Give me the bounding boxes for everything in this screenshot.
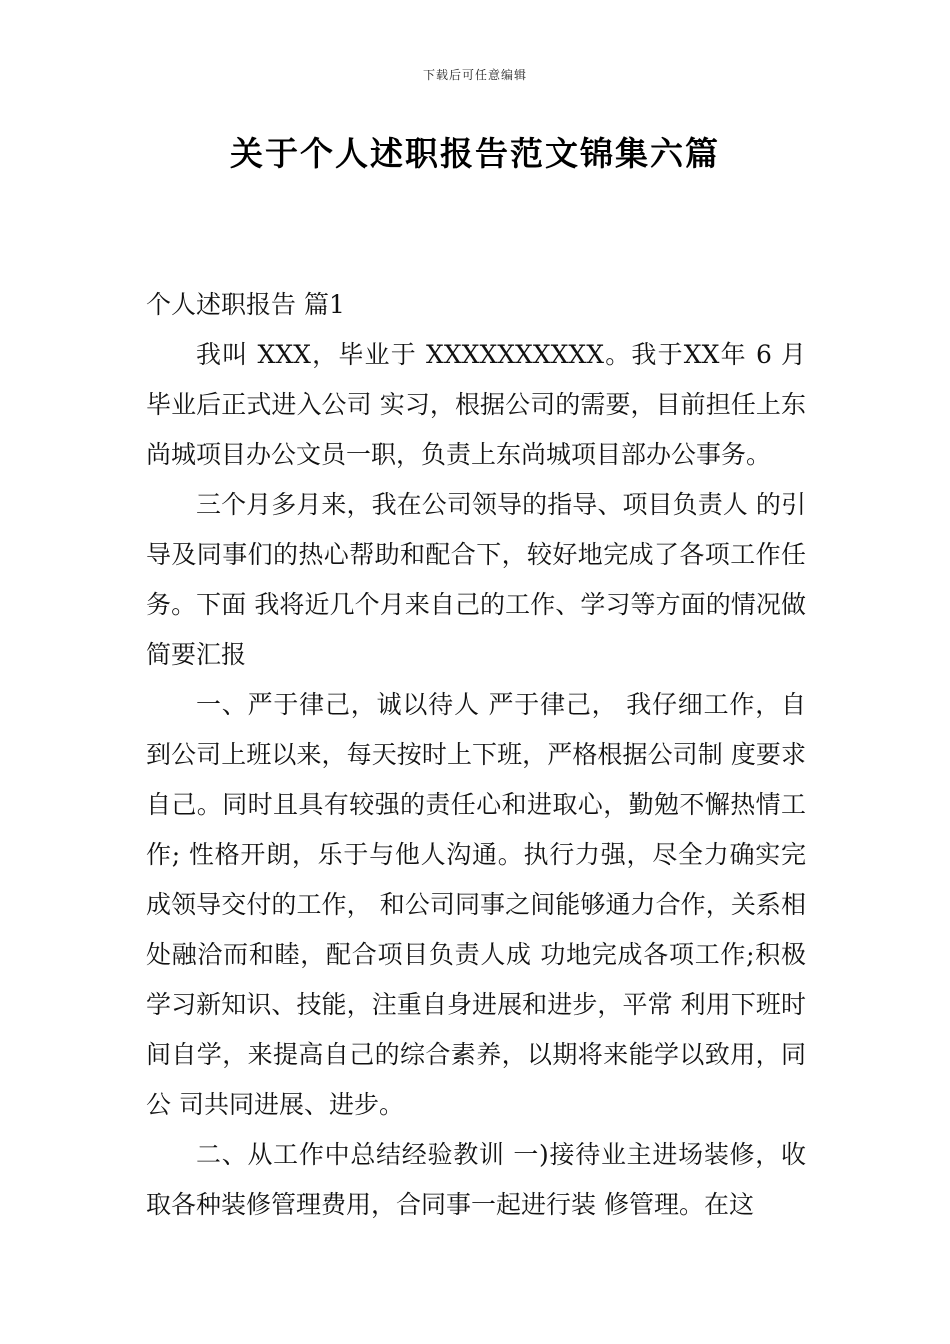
document-body [146, 280, 806, 1230]
paragraph-4: 二、从工作中总结经验教训 一)接待业主进场装修，收取各种装修管理费用，合同事一起进行装 修管理。在这 [146, 1140, 806, 1219]
page-title: 关于个人述职报告范文锦集六篇 [230, 134, 720, 173]
paragraph-3: 一、严于律己，诚以待人 严于律己， 我仔细工作，自到公司上班以来，每天按时上下班，严格根据公司制 度要求自己。同时且具有较强的责任心和进取心，勤勉不懈热情工作; 性格开朗，乐于与他人沟通。执行力强，尽全力确实完成领导交付的工作， 和公司同事之间能够通力合作，关系相处融洽而和睦，配合项目负责人成 功地完成各项工作;积极学习新知识、技能，注重自身进展和进步，平常 利用下班时间自学，来提高自己的综合素养，以期将来能学以致用，同公 司共同进展、进步。 [146, 690, 806, 1119]
header-note: 下载后可任意编辑 [422, 68, 527, 82]
paragraph-2: 三个月多月来，我在公司领导的指导、项目负责人 的引导及同事们的热心帮助和配合下，较好地完成了各项工作任务。下面 我将近几个月来自己的工作、学习等方面的情况做简要汇报 [146, 490, 806, 669]
section-heading: 个人述职报告 篇1 [146, 290, 345, 319]
paragraph-1: 我叫 XXX，毕业于 XXXXXXXXXX。我于XX年 6 月毕业后正式进入公司 实习，根据公司的需要，目前担任上东尚城项目办公文员一职，负责上东尚城项目部办公事务。 [146, 340, 806, 469]
